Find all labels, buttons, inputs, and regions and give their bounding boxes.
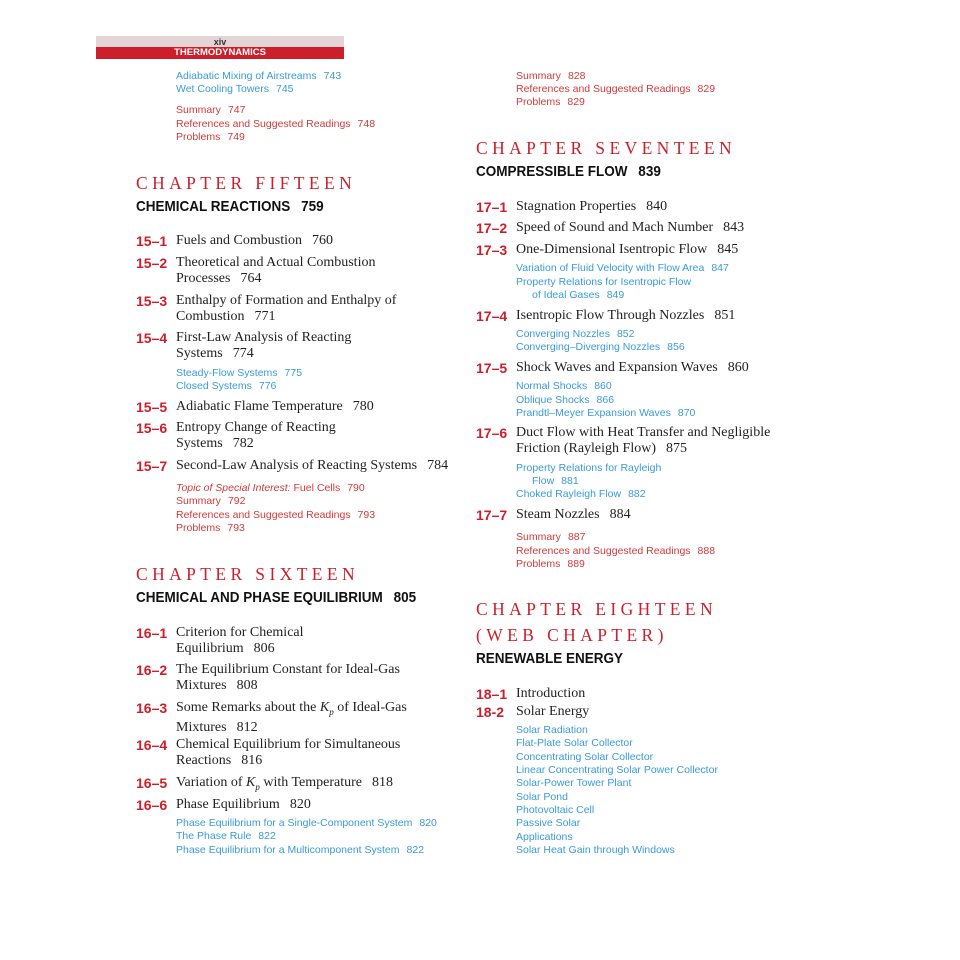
- toc-endmatter[interactable]: Summary 828: [516, 70, 586, 82]
- toc-subentry[interactable]: Passive Solar: [516, 817, 581, 829]
- chapter-title[interactable]: CHEMICAL AND PHASE EQUILIBRIUM 805: [136, 589, 417, 606]
- chapter-title[interactable]: CHEMICAL REACTIONS 759: [136, 198, 324, 215]
- chapter-label-web: (WEB CHAPTER): [476, 625, 668, 645]
- toc-endmatter[interactable]: References and Suggested Readings 793: [176, 509, 376, 521]
- toc-subentry[interactable]: Closed Systems 776: [176, 380, 277, 392]
- toc-subentry[interactable]: Converging Nozzles 852: [516, 328, 635, 340]
- toc-subentry[interactable]: Choked Rayleigh Flow 882: [516, 488, 646, 500]
- toc-subentry[interactable]: Normal Shocks 860: [516, 380, 612, 392]
- page-number: xiv: [96, 36, 344, 47]
- toc-subentry[interactable]: Flat-Plate Solar Collector: [516, 737, 633, 749]
- toc-subentry[interactable]: Solar Heat Gain through Windows: [516, 844, 675, 856]
- toc-subentry[interactable]: Linear Concentrating Solar Power Collector: [516, 764, 718, 776]
- toc-subentry-continued[interactable]: of Ideal Gases 849: [532, 289, 625, 301]
- toc-subentry[interactable]: Solar Pond: [516, 791, 568, 803]
- toc-subentry[interactable]: Steady-Flow Systems 775: [176, 367, 303, 379]
- toc-endmatter[interactable]: References and Suggested Readings 888: [516, 545, 716, 557]
- toc-subentry[interactable]: Property Relations for Rayleigh: [516, 462, 662, 474]
- toc-subentry[interactable]: Converging–Diverging Nozzles 856: [516, 341, 685, 353]
- toc-subentry[interactable]: Variation of Fluid Velocity with Flow Area 847: [516, 262, 729, 274]
- toc-subentry[interactable]: Solar Radiation: [516, 724, 588, 736]
- chapter-label: CHAPTER FIFTEEN: [136, 173, 357, 193]
- book-title-bar: THERMODYNAMICS: [96, 47, 344, 59]
- toc-subentry[interactable]: Phase Equilibrium for a Single-Component System 820: [176, 817, 437, 829]
- chapter-label: CHAPTER SEVENTEEN: [476, 138, 737, 158]
- toc-special-interest[interactable]: Topic of Special Interest: Fuel Cells 790: [176, 482, 365, 494]
- toc-endmatter[interactable]: Summary 887: [516, 531, 586, 543]
- toc-subentry[interactable]: Phase Equilibrium for a Multicomponent System 822: [176, 844, 425, 856]
- toc-endmatter[interactable]: Problems 793: [176, 522, 245, 534]
- running-header: [96, 36, 344, 59]
- toc-endmatter[interactable]: Summary 792: [176, 495, 246, 507]
- toc-subentry[interactable]: The Phase Rule 822: [176, 830, 276, 842]
- toc-subentry[interactable]: Photovoltaic Cell: [516, 804, 595, 816]
- toc-subentry-continued[interactable]: Flow 881: [532, 475, 579, 487]
- toc-endmatter[interactable]: Problems 829: [516, 96, 585, 108]
- toc-subentry[interactable]: Concentrating Solar Collector: [516, 751, 654, 763]
- chapter-title[interactable]: COMPRESSIBLE FLOW 839: [476, 163, 661, 180]
- toc-subentry[interactable]: Solar-Power Tower Plant: [516, 777, 632, 789]
- toc-endmatter[interactable]: References and Suggested Readings 748: [176, 118, 376, 130]
- toc-subentry[interactable]: Wet Cooling Towers 745: [176, 83, 294, 95]
- chapter-label: CHAPTER EIGHTEEN: [476, 599, 718, 619]
- toc-endmatter[interactable]: Problems 749: [176, 131, 245, 143]
- toc-subentry[interactable]: Oblique Shocks 866: [516, 394, 615, 406]
- toc-endmatter[interactable]: Problems 889: [516, 558, 585, 570]
- toc-endmatter[interactable]: References and Suggested Readings 829: [516, 83, 716, 95]
- toc-subentry[interactable]: Property Relations for Isentropic Flow: [516, 276, 692, 288]
- toc-subentry[interactable]: Applications: [516, 831, 573, 843]
- toc-subentry[interactable]: Adiabatic Mixing of Airstreams 743: [176, 70, 342, 82]
- chapter-label: CHAPTER SIXTEEN: [136, 564, 360, 584]
- toc-subentry[interactable]: Prandtl–Meyer Expansion Waves 870: [516, 407, 696, 419]
- chapter-title[interactable]: RENEWABLE ENERGY: [476, 650, 624, 667]
- toc-endmatter[interactable]: Summary 747: [176, 104, 246, 116]
